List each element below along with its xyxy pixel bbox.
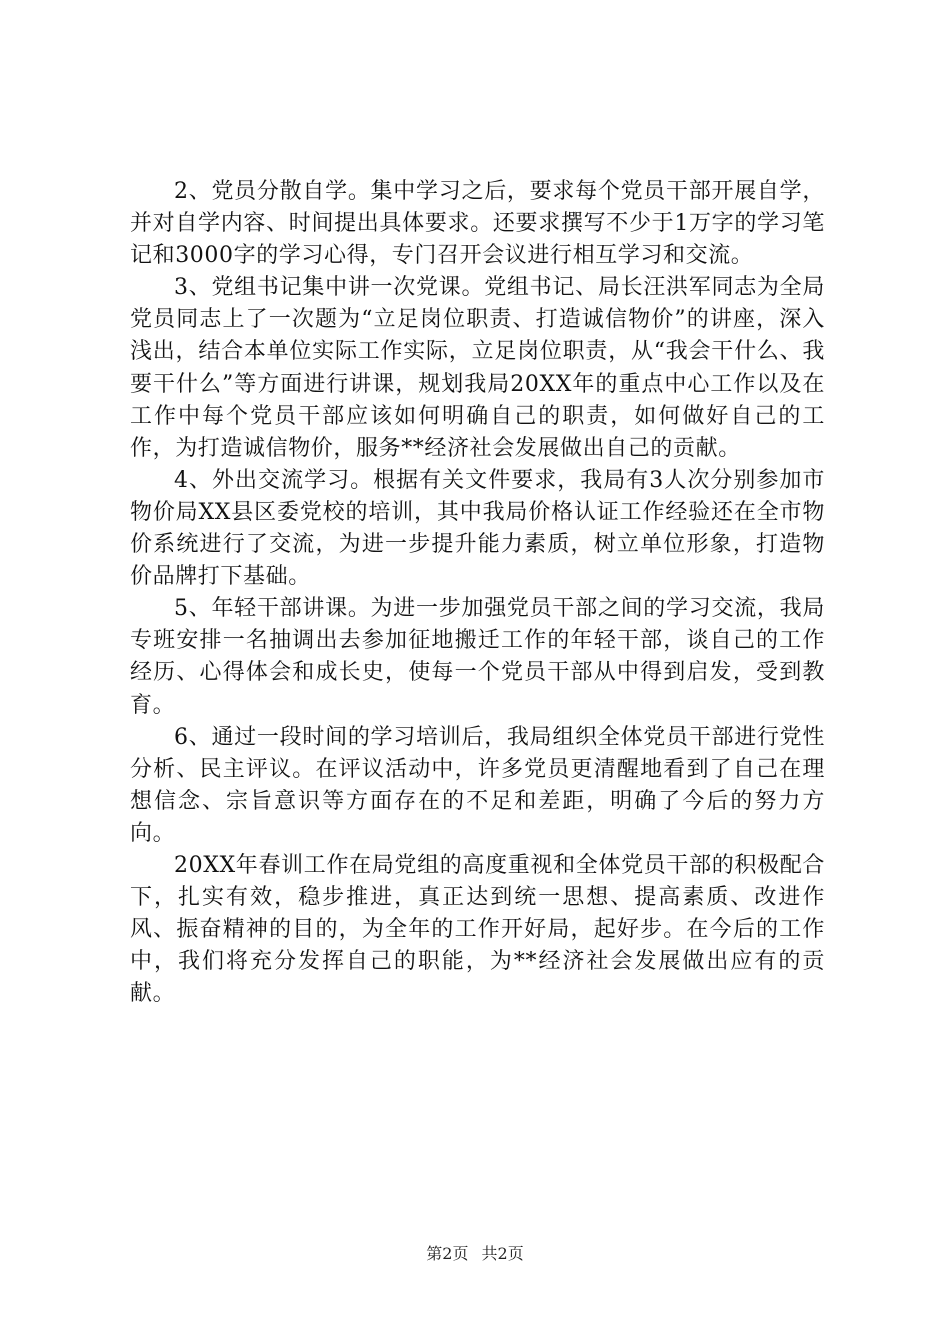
paragraph-self-study: 2、党员分散自学。集中学习之后，要求每个党员干部开展自学，并对自学内容、时间提出具体要求。还要求撰写不少于1万字的学习笔记和3000字的学习心得，专门召开会议进行相互学习和交流。: [130, 179, 825, 269]
paragraph-young-cadre-lecture: 5、年轻干部讲课。为进一步加强党员干部之间的学习交流，我局专班安排一名抽调出去参加征地搬迁工作的年轻干部，谈自己的工作经历、心得体会和成长史，使每一个党员干部从中得到启发，受到教育。: [130, 596, 825, 718]
page-footer: [0, 1244, 950, 1264]
page-number: 第2页: [426, 1244, 469, 1263]
page-total: 共2页: [481, 1244, 524, 1263]
paragraph-external-exchange: 4、外出交流学习。根据有关文件要求，我局有3人次分别参加市物价局XX县区委党校的培训，其中我局价格认证工作经验还在全市物价系统进行了交流，为进一步提升能力素质，树立单位形象，打造物价品牌打下基础。: [130, 467, 825, 590]
paragraph-party-lecture: 3、党组书记集中讲一次党课。党组书记、局长汪洪军同志为全局党员同志上了一次题为“立足岗位职责、打造诚信物价”的讲座，深入浅出，结合本单位实际工作实际，立足岗位职责，从“我会干什么、我要干什么”等方面进行讲课，规划我局20XX年的重点中心工作以及在工作中每个党员干部应该如何明确自己的职责，如何做好自己的工作，为打造诚信物价，服务**经济社会发展做出自己的贡献。: [130, 275, 825, 461]
document-body: [130, 176, 825, 1010]
paragraph-conclusion: 20XX年春训工作在局党组的高度重视和全体党员干部的积极配合下，扎实有效，稳步推进，真正达到统一思想、提高素质、改进作风、振奋精神的目的，为全年的工作开好局，起好步。在今后的工作中，我们将充分发挥自己的职能，为**经济社会发展做出应有的贡献。: [130, 852, 825, 1007]
paragraph-party-analysis: 6、通过一段时间的学习培训后，我局组织全体党员干部进行党性分析、民主评议。在评议活动中，许多党员更清醒地看到了自己在理想信念、宗旨意识等方面存在的不足和差距，明确了今后的努力方向。: [130, 724, 825, 846]
